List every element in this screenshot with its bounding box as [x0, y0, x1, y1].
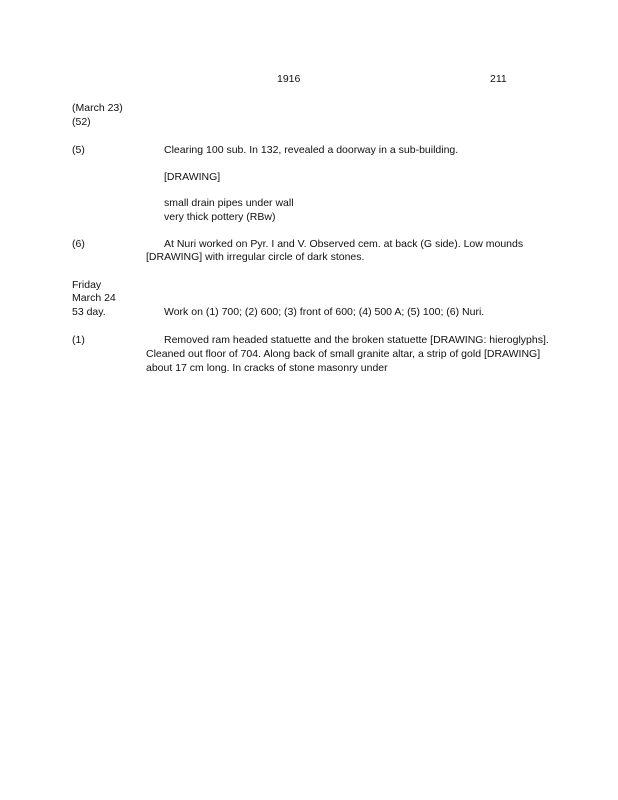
item-6-line-1: At Nuri worked on Pyr. I and V. Observed cem. at back (G side). Low mounds — [164, 238, 524, 250]
friday-work-text: Work on (1) 700; (2) 600; (3) front of 600; (4) 500 A; (5) 100; (6) Nuri. — [164, 306, 485, 318]
header-year: 1916 — [277, 73, 301, 85]
friday-day-count: 53 day. — [72, 306, 106, 318]
date-label: (March 23) — [72, 102, 123, 114]
item-5-drawing: [DRAWING] — [164, 171, 221, 183]
item-1-line-2: Cleaned out floor of 704. Along back of small granite altar, a strip of gold [DRAWING] — [146, 348, 541, 360]
item-1-line-1: Removed ram headed statuette and the broken statuette [DRAWING: hieroglyphs]. — [164, 334, 549, 346]
item-6-label: (6) — [72, 238, 85, 250]
item-5-note-1: small drain pipes under wall — [164, 197, 294, 209]
item-1-line-3: about 17 cm long. In cracks of stone masonry under — [146, 362, 388, 374]
friday-date: March 24 — [72, 292, 116, 304]
item-5-note-2: very thick pottery (RBw) — [164, 211, 276, 223]
item-6-line-2: [DRAWING] with irregular circle of dark stones. — [146, 251, 365, 263]
friday-weekday: Friday — [72, 279, 102, 291]
page-number: 211 — [490, 73, 507, 85]
day-count-label: (52) — [72, 116, 91, 128]
item-5-text: Clearing 100 sub. In 132, revealed a doorway in a sub-building. — [164, 144, 459, 156]
item-5-label: (5) — [72, 144, 85, 156]
item-1-label: (1) — [72, 334, 85, 346]
